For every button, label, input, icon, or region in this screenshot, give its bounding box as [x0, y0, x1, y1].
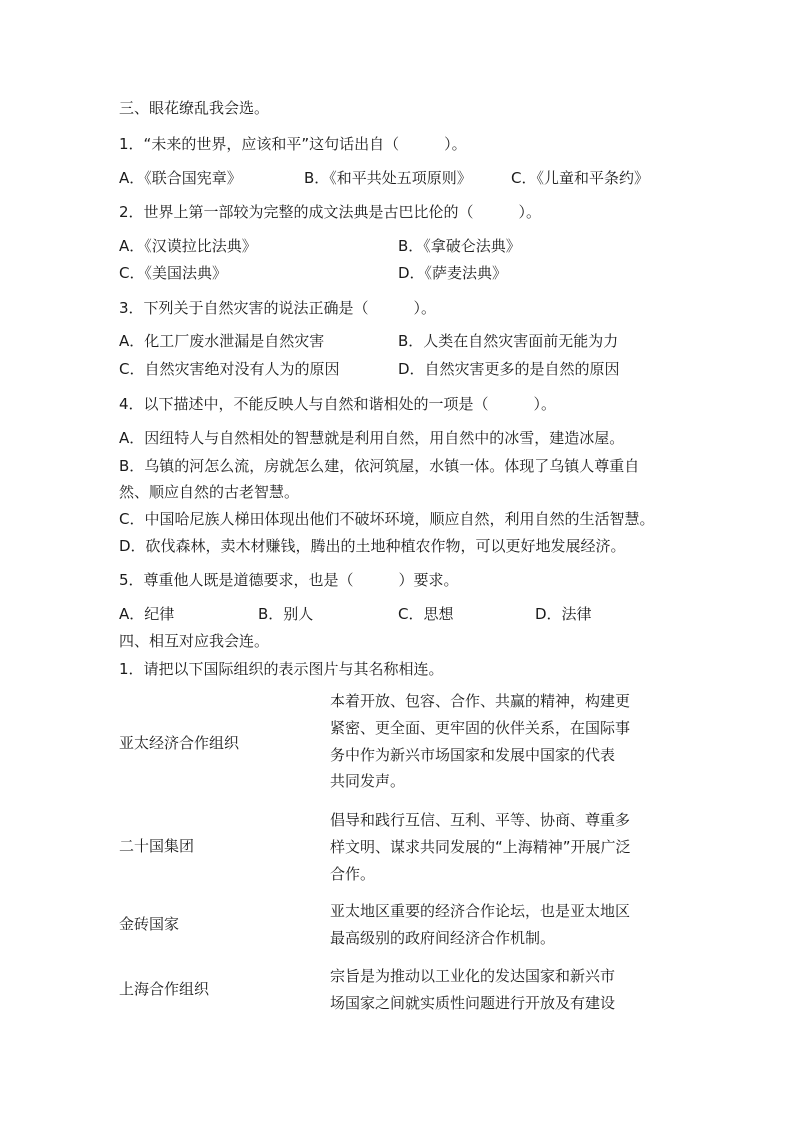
q4-option-b-line2: 然、顺应自然的古老智慧。 [119, 483, 300, 501]
org-desc-1-line2: 紧密、更全面、更牢固的伙伴关系，在国际事 [330, 719, 631, 737]
q4-option-c: C．中国哈尼族人梯田体现出他们不破坏环境，顺应自然，利用自然的生活智慧。 [119, 510, 655, 528]
org-name-sco: 上海合作组织 [119, 980, 210, 998]
org-desc-1-line4: 共同发声。 [330, 772, 406, 790]
q5-option-d: D．法律 [535, 605, 592, 623]
q5-option-a: A．纪律 [119, 605, 175, 623]
q2-option-b: B．《拿破仑法典》 [398, 237, 521, 255]
q5-option-c: C．思想 [398, 605, 454, 623]
org-desc-1-line1: 本着开放、包容、合作、共赢的精神，构建更 [330, 692, 631, 710]
section-4-title: 四、相互对应我会连。 [119, 632, 270, 650]
q3-option-b: B．人类在自然灾害面前无能为力 [398, 332, 619, 350]
org-desc-3-line2: 最高级别的政府间经济合作机制。 [330, 929, 556, 947]
q2-option-c: C．《美国法典》 [119, 264, 227, 282]
q3-stem: 3．下列关于自然灾害的说法正确是（ ）。 [119, 299, 437, 317]
q4-stem: 4．以下描述中，不能反映人与自然和谐相处的一项是（ ）。 [119, 395, 557, 413]
q1-option-a: A．《联合国宪章》 [119, 169, 242, 187]
q2-stem: 2．世界上第一部较为完整的成文法典是古巴比伦的（ ）。 [119, 203, 542, 221]
q4-option-d: D．砍伐森林，卖木材赚钱，腾出的土地种植农作物，可以更好地发展经济。 [119, 537, 626, 555]
org-desc-2-line1: 倡导和践行互信、互利、平等、协商、尊重多 [330, 811, 631, 829]
q1-stem: 1．“未来的世界，应该和平”这句话出自（ ）。 [119, 135, 467, 153]
org-desc-2-line2: 样文明、谋求共同发展的“上海精神”开展广泛 [330, 838, 631, 856]
org-name-g20: 二十国集团 [119, 837, 195, 855]
q3-option-d: D．自然灾害更多的是自然的原因 [398, 360, 620, 378]
q4-option-a: A．因纽特人与自然相处的智慧就是利用自然，用自然中的冰雪，建造冰屋。 [119, 429, 625, 447]
match-instruction: 1．请把以下国际组织的表示图片与其名称相连。 [119, 660, 444, 678]
q2-option-a: A．《汉谟拉比法典》 [119, 237, 257, 255]
q1-option-c: C．《儿童和平条约》 [511, 169, 649, 187]
q3-option-a: A．化工厂废水泄漏是自然灾害 [119, 332, 325, 350]
q4-option-b-line1: B．乌镇的河怎么流，房就怎么建，依河筑屋，水镇一体。体现了乌镇人尊重自 [119, 457, 640, 475]
org-name-apec: 亚太经济合作组织 [119, 734, 240, 752]
q5-stem: 5．尊重他人既是道德要求，也是（ ）要求。 [119, 571, 459, 589]
q5-option-b: B．别人 [258, 605, 314, 623]
q3-option-c: C．自然灾害绝对没有人为的原因 [119, 360, 340, 378]
org-desc-4-line1: 宗旨是为推动以工业化的发达国家和新兴市 [330, 967, 616, 985]
org-desc-3-line1: 亚太地区重要的经济合作论坛，也是亚太地区 [330, 902, 631, 920]
q1-option-b: B．《和平共处五项原则》 [304, 169, 472, 187]
org-desc-2-line3: 合作。 [330, 865, 376, 883]
org-desc-4-line2: 场国家之间就实质性问题进行开放及有建设 [330, 994, 616, 1012]
q2-option-d: D．《萨麦法典》 [398, 264, 508, 282]
org-name-brics: 金砖国家 [119, 915, 180, 933]
section-3-title: 三、眼花缭乱我会选。 [119, 99, 270, 117]
org-desc-1-line3: 务中作为新兴市场国家和发展中国家的代表 [330, 746, 616, 764]
